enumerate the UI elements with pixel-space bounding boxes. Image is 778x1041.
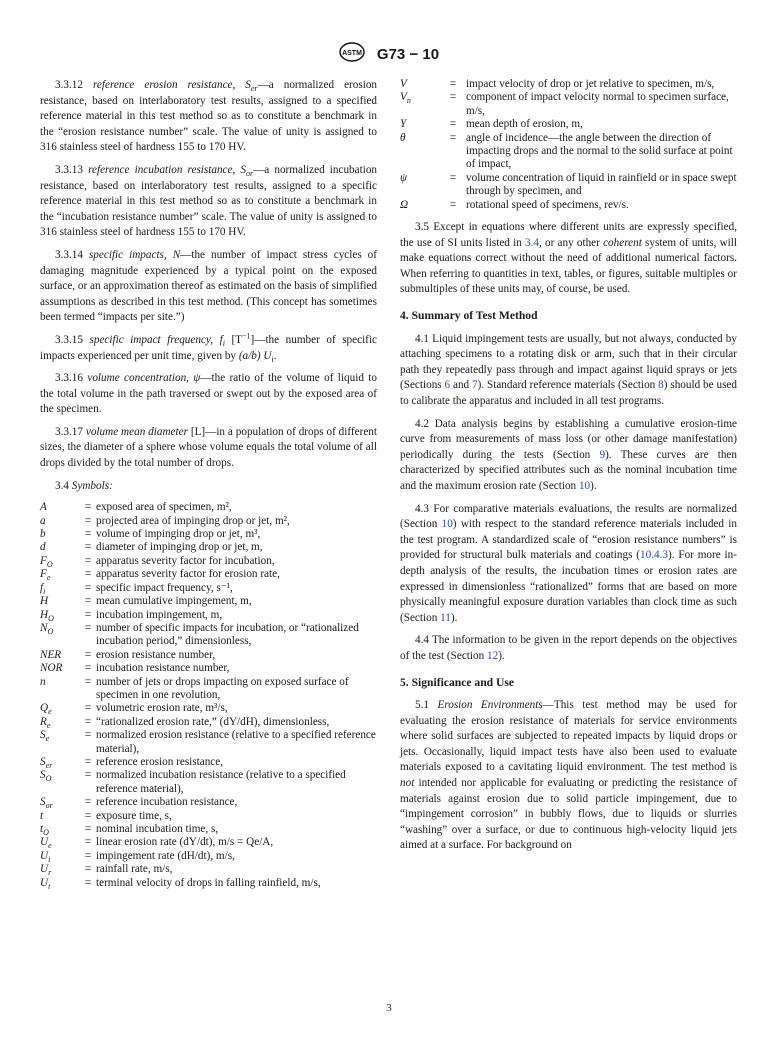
- symbol-row: [40, 676, 377, 703]
- symbol-row: [40, 823, 377, 836]
- symbol: b: [40, 528, 46, 541]
- symbol-row: [40, 622, 377, 649]
- symbol-row: [40, 595, 377, 608]
- link-section-10[interactable]: 10: [578, 479, 591, 492]
- symbol-definition: erosion resistance number,: [96, 648, 216, 661]
- symbol: $R_e$: [40, 715, 51, 730]
- link-section-6[interactable]: 6: [444, 379, 451, 392]
- equals-sign: =: [84, 554, 92, 567]
- symbol-row: [40, 515, 377, 528]
- symbol: Ω: [400, 198, 409, 211]
- symbol-row: [400, 91, 737, 118]
- equals-sign: =: [84, 876, 92, 889]
- symbol-row: [40, 582, 377, 595]
- symbol-definition: diameter of impinging drop or jet, m,: [96, 541, 263, 554]
- symbol-definition: number of jets or drops impacting on exposed surface of specimen in one revolution,: [96, 675, 349, 701]
- equals-sign: =: [84, 836, 92, 849]
- right-column: [400, 78, 737, 861]
- link-3-4[interactable]: 3.4: [525, 236, 539, 249]
- section-heading-5: 5. Significance and Use: [400, 675, 515, 689]
- equals-sign: =: [449, 78, 457, 90]
- paragraph-3-3-15: 3.3.15 specific impact frequency, $f_i$ $[T^{-1}]—the$ number of specific impacts experienced per unit time, given by (a/b) $U_i$.: [40, 331, 377, 364]
- symbol-definition: terminal velocity of drops in falling rainfield, m/s,: [96, 876, 321, 889]
- equals-sign: =: [84, 823, 92, 835]
- symbol: H: [40, 595, 49, 608]
- symbol-row: [400, 118, 737, 131]
- symbol: $F_O$: [40, 554, 53, 570]
- symbol-row: [40, 877, 377, 890]
- paragraph-5-1: 5.1 Erosion Environments—This test method may be used for evaluating the erosion resistance of materials for service environments where solid surfaces are subjected to repeated impacts by liquid drops or jets. Occasionally, liquid impact tests have also been used to evaluate materials exposed to a cavitating liquid environment. The test method is not intended nor applicable for evaluating or predicting the resistance of materials against erosion due to solid particle impingement, due to “impingement corrosion” in bubbly flows, due to liquids or slurries “washing” over a surface, or due to continuous high-velocity liquid jets aimed at a surface. For background on: [400, 699, 738, 852]
- equals-sign: =: [449, 91, 457, 104]
- paragraph-4-3: 4.3 For comparative materials evaluations, the results are normalized (Section 10) with respect to the standard reference materials included in the test program. A standardized scale of “erosion resistance numbers” is provided for structural bulk materials and coatings (10.4.3). For more in-depth analysis of the results, the incubation times or erosion rates are expressed in dimensionless “rationalized” forms that are based on more physically meaningful exposure duration variables than clock time as such (Section 11).: [400, 502, 737, 624]
- equals-sign: =: [449, 131, 457, 144]
- paragraph-4-1: 4.1 Liquid impingement tests are usually, but not always, conducted by attaching specimens to a rotating disk or arm, such that in their circular path they repeatedly pass through and impact against liquid sprays or jets (Sections 6 and 7). Standard reference materials (Section 8) should be used to calibrate the apparatus and included in all test programs.: [400, 332, 737, 407]
- symbol-definition: exposure time, s,: [96, 809, 172, 822]
- astm-logo-icon: [339, 42, 365, 67]
- equals-sign: =: [84, 648, 92, 661]
- symbol: t: [40, 809, 44, 822]
- equals-sign: =: [84, 755, 92, 768]
- symbol-definition: reference erosion resistance,: [96, 755, 224, 768]
- symbol-definition: reference incubation resistance,: [96, 796, 238, 809]
- equals-sign: =: [449, 118, 457, 131]
- symbol: $V_n$: [400, 91, 411, 106]
- symbol-definition: linear erosion rate (dY/dt), m/s = Qe/A,: [96, 836, 274, 849]
- symbol-definition: projected area of impinging drop or jet, m²,: [96, 514, 290, 527]
- symbol-row: [400, 78, 737, 91]
- symbol: $U_t$: [40, 876, 51, 891]
- symbol-row: [40, 501, 377, 514]
- paragraph-3-3-17: 3.3.17 volume mean diameter [L]—in a population of drops of different sizes, the diameter of a sphere whose volume equals the total volume of all drops divided by the total number of drops.: [40, 425, 377, 470]
- symbol-row: [40, 702, 377, 715]
- symbol-definition: normalized incubation resistance (relative to a specified reference material),: [96, 769, 346, 795]
- symbol-row: [40, 649, 377, 662]
- section-heading-4: 4. Summary of Test Method: [400, 309, 538, 323]
- symbol-definition: rotational speed of specimens, rev/s.: [466, 198, 629, 211]
- symbols-table-right: [400, 78, 737, 212]
- equals-sign: =: [84, 595, 92, 608]
- equals-sign: =: [84, 541, 92, 554]
- equals-sign: =: [84, 715, 92, 728]
- equals-sign: =: [84, 514, 92, 527]
- symbol-row: [400, 199, 737, 212]
- symbol: $F_e$: [40, 568, 51, 583]
- symbol-row: [40, 609, 377, 622]
- symbol-definition: number of specific impacts for incubation, or “rationalized incubation period,” dimensionless,: [96, 621, 359, 648]
- symbol-definition: incubation impingement, m,: [96, 608, 223, 621]
- equals-sign: =: [84, 568, 92, 581]
- symbol-row: [40, 836, 377, 849]
- symbol: $N_O$: [40, 621, 54, 637]
- symbol: ψ: [400, 171, 407, 184]
- equals-sign: =: [84, 796, 92, 809]
- symbol: d: [40, 541, 46, 554]
- symbol: a: [40, 514, 46, 527]
- paragraph-3-3-13: 3.3.13 reference incubation resistance, $S_{or}—a$ normalized incubation resistance, based on interlaboratory test results, assigned to a specific reference material in this test method so as to constitute a benchmark in the “incubation resistance number” scale. The value of unity is assigned to 316 stainless steel of hardness 155 to 170 HV.: [40, 163, 378, 239]
- link-section-12[interactable]: 12: [487, 649, 499, 662]
- paragraph-4-2: 4.2 Data analysis begins by establishing a cumulative erosion-time curve from measurements of mass loss (or other damage manifestation) periodically during the tests (Section 9). These curves are then characterized by specified attributes such as the nominal incubation time and the maximum erosion rate (Section 10).: [400, 417, 737, 492]
- symbol-definition: mean depth of erosion, m,: [466, 118, 583, 131]
- equals-sign: =: [84, 863, 92, 876]
- symbol-row: [40, 541, 377, 554]
- symbol-definition: specific impact frequency, s⁻¹,: [96, 581, 233, 594]
- symbol-definition: apparatus severity factor for incubation,: [96, 554, 275, 567]
- equals-sign: =: [84, 621, 92, 634]
- symbol-definition: mean cumulative impingement, m,: [96, 595, 252, 608]
- symbol: NOR: [40, 662, 63, 675]
- symbol: $f_i$: [40, 581, 46, 596]
- symbol-definition: volume concentration of liquid in rainfield or in space swept through by specimen, and: [466, 171, 737, 198]
- symbol-definition: volumetric erosion rate, m³/s,: [96, 702, 228, 715]
- symbol: $H_O$: [40, 608, 54, 623]
- symbol: A: [40, 501, 47, 514]
- equals-sign: =: [84, 849, 92, 862]
- link-section-8[interactable]: 8: [658, 379, 664, 392]
- symbol-definition: “rationalized erosion rate,” (dY/dH), dimensionless,: [96, 715, 330, 728]
- symbol-row: [400, 132, 737, 172]
- standard-designation: G73 − 10: [376, 46, 440, 63]
- link-section-11[interactable]: 11: [440, 611, 451, 624]
- equals-sign: =: [449, 198, 457, 211]
- symbol: $U_i$: [40, 849, 51, 865]
- symbol: Y: [400, 118, 407, 131]
- equals-sign: =: [84, 528, 92, 541]
- symbols-table-left: [40, 501, 377, 890]
- equals-sign: =: [84, 501, 92, 514]
- symbol: $Q_e$: [40, 702, 52, 717]
- symbol-definition: impingement rate (dH/dt), m/s,: [96, 849, 235, 862]
- symbol-definition: component of impact velocity normal to specimen surface, m/s,: [466, 91, 729, 117]
- equals-sign: =: [84, 769, 92, 782]
- paragraph-3-3-14: 3.3.14 specific impacts, N—the number of impact stress cycles of damaging magnitude experienced by a typical point on the exposed surface, or an approximation thereof as estimated on the basis of simplified assumptions as described in this test method. (This concept has sometimes been termed “impacts per site.”): [40, 248, 377, 324]
- page-number: 3: [386, 1002, 392, 1014]
- symbol: V: [400, 78, 407, 90]
- symbol-row: [40, 528, 377, 541]
- symbol: $S_O$: [40, 769, 52, 784]
- symbol-definition: impact velocity of drop or jet relative to specimen, m/s,: [466, 78, 715, 90]
- link-section-10[interactable]: 10: [441, 518, 453, 531]
- equals-sign: =: [84, 662, 92, 675]
- symbol-definition: nominal incubation time, s,: [96, 823, 219, 835]
- paragraph-3-3-12: 3.3.12 reference erosion resistance, $S_{er}—a$ normalized erosion resistance, based on interlaboratory test results, assigned to a specified reference material in this test method so as to constitute a benchmark in the “erosion resistance number” scale. The value of unity is assigned to 316 stainless steel of hardness 155 to 170 HV.: [40, 79, 378, 154]
- symbol-definition: rainfall rate, m/s,: [96, 863, 173, 876]
- symbol-row: [400, 172, 737, 199]
- symbol-definition: normalized erosion resistance (relative to a specified reference material),: [96, 729, 376, 755]
- symbol-row: [40, 662, 377, 675]
- link-section-9[interactable]: 9: [599, 448, 606, 461]
- equals-sign: =: [84, 729, 92, 742]
- symbol-row: [40, 568, 377, 581]
- symbol-definition: volume of impinging drop or jet, m³,: [96, 528, 261, 541]
- symbol: $S_{or}$: [40, 796, 53, 811]
- symbol-definition: exposed area of specimen, m²,: [96, 501, 232, 514]
- symbol-row: [40, 850, 377, 863]
- symbol-definition: incubation resistance number,: [96, 662, 230, 675]
- paragraph-3-5: 3.5 Except in equations where different units are expressly specified, the use of SI units listed in 3.4, or any other coherent system of units, will make equations correct without the need of additional numerical factors. When referring to quantities in text, tables, or figures, suitable multiples or submultiples of these units may, of course, be used.: [400, 221, 738, 296]
- equals-sign: =: [84, 809, 92, 822]
- symbol-row: [40, 756, 377, 769]
- symbol-row: [40, 863, 377, 876]
- paragraph-4-4: 4.4 The information to be given in the report depends on the objectives of the test (Section 12).: [400, 634, 737, 662]
- link-section-7[interactable]: 7: [472, 379, 478, 392]
- paragraph-3-4: 3.4 Symbols:: [55, 479, 113, 492]
- left-column: [40, 78, 377, 890]
- symbol-definition: angle of incidence—the angle between the direction of impacting drops and the normal to the solid surface at point of impact,: [466, 131, 733, 171]
- link-10-4-3[interactable]: 10.4.3: [640, 549, 668, 562]
- symbol-row: [40, 729, 377, 756]
- equals-sign: =: [84, 581, 92, 594]
- symbol-row: [40, 810, 377, 823]
- page-header: [0, 42, 778, 67]
- symbol: $S_e$: [40, 729, 50, 744]
- symbol-row: [40, 769, 377, 796]
- equals-sign: =: [84, 702, 92, 715]
- symbol-row: [40, 555, 377, 568]
- paragraph-3-3-16: 3.3.16 volume concentration, ψ—the ratio of the volume of liquid to the total volume in the path traversed or swept out by the exposed area of the specimen.: [40, 372, 377, 416]
- symbol: $S_{er}$: [40, 755, 53, 771]
- symbol: NER: [40, 648, 62, 661]
- symbol: $U_r$: [40, 863, 52, 878]
- equals-sign: =: [84, 608, 92, 621]
- svg-text:ASTM: ASTM: [342, 50, 362, 57]
- equals-sign: =: [84, 675, 92, 688]
- symbol: $U_e$: [40, 836, 52, 851]
- symbol-row: [40, 796, 377, 809]
- symbol: $t_O$: [40, 823, 49, 838]
- symbol-definition: apparatus severity factor for erosion rate,: [96, 568, 280, 581]
- symbol: n: [40, 675, 46, 688]
- symbol: θ: [400, 131, 406, 144]
- symbol-row: [40, 716, 377, 729]
- equals-sign: =: [449, 171, 457, 184]
